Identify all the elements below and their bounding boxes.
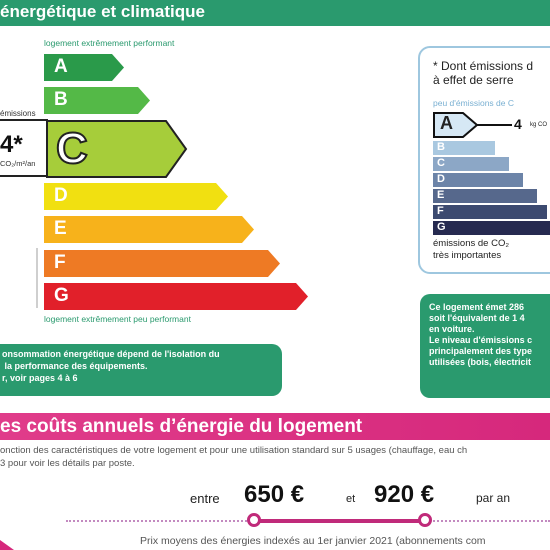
left-emissions-unit: CO₂/m²/an (0, 159, 36, 168)
ghg-class-g-bar (433, 221, 550, 235)
energy-class-b-letter: B (54, 89, 68, 110)
ghg-class-c-letter: C (437, 157, 445, 169)
ghg-value: 4 (514, 116, 522, 132)
costs-arrow-icon (0, 540, 14, 550)
left-emissions-label: émissions (0, 109, 36, 118)
ghg-class-a-letter: A (440, 113, 453, 133)
ghg-unit: kg CO (530, 122, 548, 128)
scale-top-label: logement extrêmement performant (44, 38, 175, 48)
costs-range-bar (254, 519, 426, 523)
scale-divider (36, 248, 38, 308)
energy-class-c-letter: C (56, 124, 88, 173)
costs-prices-note: Prix moyens des énergies indexés au 1er janvier 2021 (abonnements com (140, 535, 486, 547)
ghg-pointer-line (476, 124, 512, 126)
costs-section-title: es coûts annuels d’énergie du logement (0, 416, 363, 437)
energy-class-a-letter: A (54, 56, 68, 77)
energy-section-title: énergétique et climatique (0, 2, 205, 21)
ghg-class-d-bar (433, 173, 523, 187)
ghg-class-g-letter: G (437, 221, 446, 233)
costs-par-an: par an (476, 491, 511, 505)
costs-et: et (346, 493, 356, 505)
costs-high-value: 920 € (374, 481, 435, 508)
costs-description: onction des caractéristiques de votre logement et pour une utilisation standard sur 5 usages (chauffage, eau ch 3 pour voir les détails par poste. (0, 445, 468, 469)
costs-low-marker (247, 513, 261, 527)
energy-class-g-letter: G (54, 285, 69, 306)
ghg-class-c-bar (433, 157, 509, 171)
ghg-info-text: Ce logement émet 286 soit l'équivalent de 1 4 en voiture. Le niveau d'émissions c principalement des type utilisées (bois, électricit (429, 302, 533, 367)
left-emissions-value: 4* (0, 131, 23, 158)
energy-class-d-letter: D (54, 185, 68, 206)
energy-class-c-current (46, 120, 188, 178)
ghg-note: * Dont émissions d à effet de serre (433, 59, 534, 87)
ghg-top-label: peu d'émissions de C (433, 98, 514, 108)
ghg-class-f-bar (433, 205, 547, 219)
costs-entre: entre (190, 491, 220, 506)
scale-bottom-label: logement extrêmement peu performant (44, 314, 191, 324)
ghg-bottom-label: émissions de CO₂ très importantes (433, 238, 510, 261)
energy-class-f-letter: F (54, 252, 66, 273)
ghg-class-b-letter: B (437, 141, 445, 153)
energy-info-text: onsommation énergétique dépend de l'isolation du la performance des équipements. r, voir pages 4 à 6 (2, 349, 220, 383)
ghg-class-e-bar (433, 189, 537, 203)
energy-class-e-letter: E (54, 218, 67, 239)
costs-high-marker (418, 513, 432, 527)
ghg-class-e-letter: E (437, 189, 445, 201)
ghg-class-f-letter: F (437, 205, 444, 217)
ghg-class-d-letter: D (437, 173, 445, 185)
costs-low-value: 650 € (244, 481, 305, 508)
ghg-class-b-bar (433, 141, 495, 155)
